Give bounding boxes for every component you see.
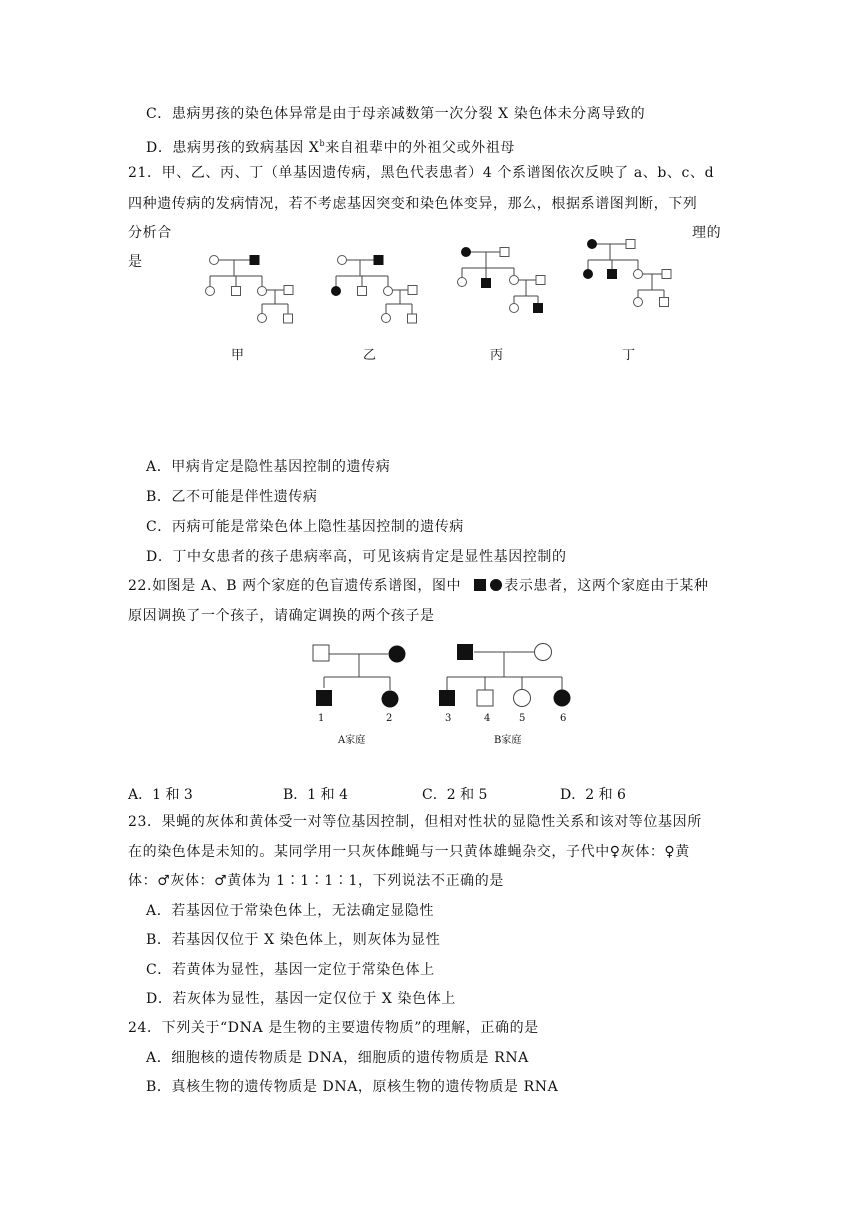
q24-option-a: A．细胞核的遗传物质是 DNA，细胞质的遗传物质是 RNA <box>146 1050 529 1066</box>
child-number-4: 4 <box>484 713 491 724</box>
child-number-6: 6 <box>560 713 567 724</box>
pedigree-label-bing: 丙 <box>490 348 504 363</box>
q23-stem-line3: 体：♂灰体：♂黄体为 1∶1∶1∶1，下列说法不正确的是 <box>128 873 504 889</box>
q23-stem-line2: 在的染色体是未知的。某同学用一只灰体雌蝇与一只黄体雄蝇杂交，子代中♀灰体：♀黄 <box>128 844 690 860</box>
affected-female-circle-icon <box>490 579 502 591</box>
q24-stem: 24．下列关于“DNA 是生物的主要遗传物质”的理解，正确的是 <box>128 1020 539 1036</box>
q21-option-d: D．丁中女患者的孩子患病率高，可见该病肯定是显性基因控制的 <box>146 549 567 565</box>
q21-stem-line4: 是 <box>128 254 143 270</box>
q22-stem-text-tail: 表示患者，这两个家庭由于某种 <box>504 578 709 594</box>
q21-stem-line3b: 理的 <box>692 225 722 241</box>
child-number-3: 3 <box>445 713 452 724</box>
q24-option-b: B．真核生物的遗传物质是 DNA，原核生物的遗传物质是 RNA <box>146 1079 559 1095</box>
q23-option-c: C．若黄体为显性，基因一定位于常染色体上 <box>146 962 435 978</box>
q21-option-b: B．乙不可能是伴性遗传病 <box>146 489 318 505</box>
pedigree-bing <box>456 240 556 320</box>
pedigree-yi <box>328 250 428 330</box>
q21-stem-line1: 21．甲、乙、丙、丁（单基因遗传病，黑色代表患者）4 个系谱图依次反映了 a、b、c、d <box>128 165 715 181</box>
child-number-1: 1 <box>318 713 325 724</box>
family-a-label: A家庭 <box>338 735 366 746</box>
q22-option-a: A．1 和 3 <box>128 787 193 803</box>
q22-option-c: C．2 和 5 <box>422 787 488 803</box>
q22-stem-line2: 原因调换了一个孩子，请确定调换的两个孩子是 <box>128 608 435 624</box>
pedigree-label-ding: 丁 <box>622 348 636 363</box>
q21-option-a: A．甲病肯定是隐性基因控制的遗传病 <box>146 459 391 475</box>
q23-option-b: B．若基因仅位于 X 染色体上，则灰体为显性 <box>146 932 441 948</box>
q22-option-d: D．2 和 6 <box>560 787 626 803</box>
pedigree-label-yi: 乙 <box>363 348 377 363</box>
pedigree-label-jia: 甲 <box>231 348 245 363</box>
affected-male-square-icon <box>474 579 486 591</box>
pedigree-ding <box>582 232 682 312</box>
q21-option-c: C．丙病可能是常染色体上隐性基因控制的遗传病 <box>146 519 464 535</box>
q22-stem-line1 <box>128 576 709 596</box>
child-number-2: 2 <box>386 713 393 724</box>
q23-stem-line1: 23．果蝇的灰体和黄体受一对等位基因控制，但相对性状的显隐性关系和该对等位基因所 <box>128 814 702 830</box>
q23-option-a: A．若基因位于常染色体上，无法确定显隐性 <box>146 903 435 919</box>
q22-option-b: B．1 和 4 <box>283 787 349 803</box>
q22-stem-text: 22.如图是 A、B 两个家庭的色盲遗传系谱图，图中 <box>128 578 462 594</box>
q20-option-d-text-tail: 来自祖辈中的外祖父或外祖母 <box>325 140 515 156</box>
pedigree-jia <box>200 250 300 330</box>
q20-option-d-superscript: b <box>319 139 326 148</box>
family-b-label: B家庭 <box>494 735 522 746</box>
q21-stem-line3a: 分析合 <box>128 225 172 241</box>
child-number-5: 5 <box>519 713 526 724</box>
q23-option-d: D．若灰体为显性，基因一定仅位于 X 染色体上 <box>146 991 456 1007</box>
q20-option-d <box>146 134 515 158</box>
q20-option-d-text: D．患病男孩的致病基因 X <box>146 140 320 156</box>
q20-option-c: C．患病男孩的染色体异常是由于母亲减数第一次分裂 X 染色体未分离导致的 <box>146 106 646 122</box>
q21-stem-line2: 四种遗传病的发病情况，若不考虑基因突变和染色体变异，那么，根据系谱图判断，下列 <box>128 196 698 212</box>
